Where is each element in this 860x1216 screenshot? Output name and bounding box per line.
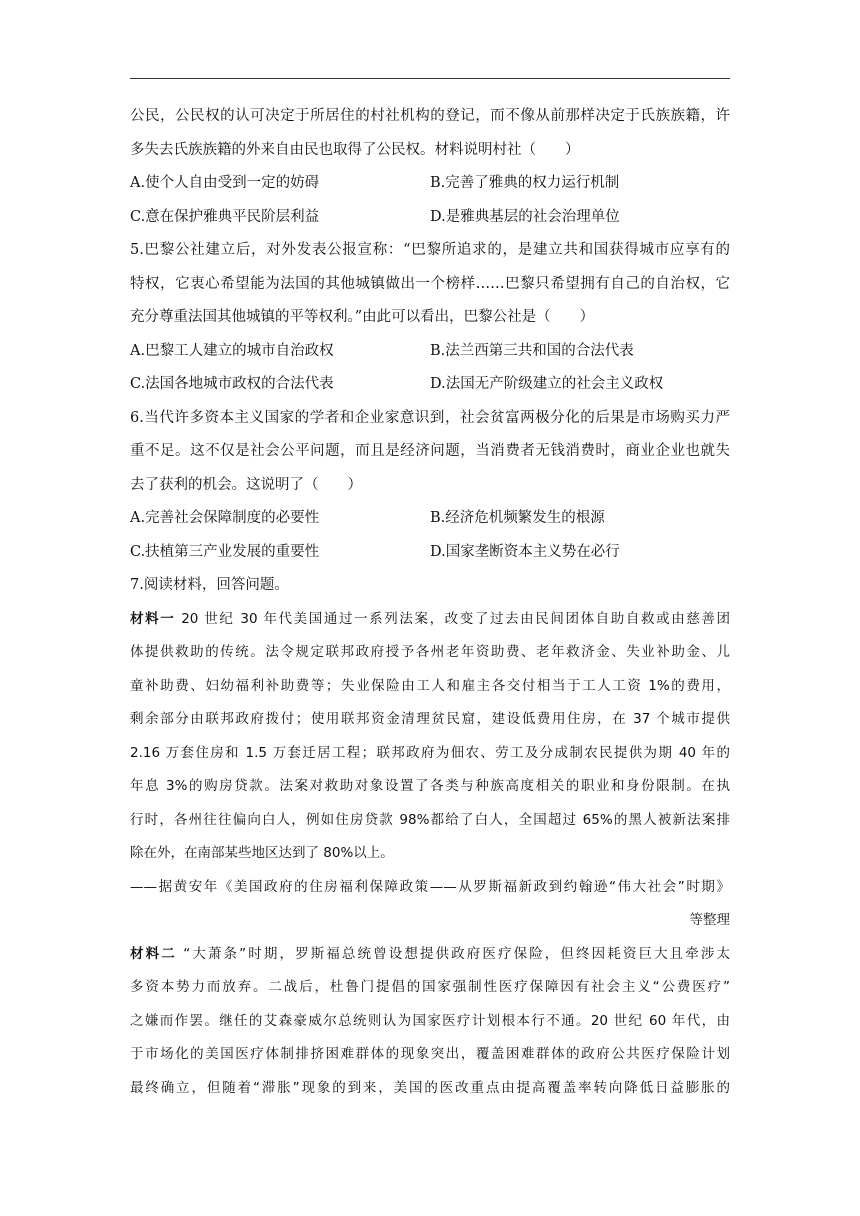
- option-a[interactable]: A.巴黎工人建立的城市自治政权: [130, 342, 334, 359]
- question-5: [130, 234, 730, 402]
- question-6-line: 6.当代许多资本主义国家的学者和企业家意识到，社会贫富两极分化的后果是市场购买力严: [130, 409, 730, 426]
- options-row: [130, 335, 730, 369]
- material-2-line: 之嫌而作罢。继任的艾森豪威尔总统则认为国家医疗计划根本行不通。20 世纪 60 年代，由: [130, 1012, 730, 1029]
- material-2-label: 材料二: [130, 945, 177, 962]
- material-2-text: “大萧条”时期，罗斯福总统曾设想提供政府医疗保险，但终因耗资巨大且牵涉太: [176, 945, 730, 962]
- options-row: [130, 201, 730, 235]
- question-7-intro: 7.阅读材料，回答问题。: [130, 577, 289, 593]
- question-6: [130, 402, 730, 570]
- option-c[interactable]: C.扶植第三产业发展的重要性: [130, 543, 320, 560]
- options-row: [130, 536, 730, 570]
- question-4-line: 公民，公民权的认可决定于所居住的村社机构的登记，而不像从前那样决定于氏族族籍，许: [130, 108, 730, 124]
- question-5-line: 充分尊重法国其他城镇的平等权利。”由此可以看出，巴黎公社是（ ）: [130, 309, 595, 325]
- option-a[interactable]: A.使个人自由受到一定的妨碍: [130, 175, 320, 191]
- option-b[interactable]: B.完善了雅典的权力运行机制: [430, 175, 620, 191]
- material-1-text: 20 世纪 30 年代美国通过一系列法案，改变了过去由民间团体自助自救或由慈善团: [175, 610, 730, 627]
- material-1-line: 体提供救助的传统。法令规定联邦政府授予各州老年资助费、老年救济金、失业补助金、儿: [130, 644, 730, 660]
- material-2-line: 于市场化的美国医疗体制排挤困难群体的现象突出，覆盖困难群体的政府公共医疗保险计划: [130, 1046, 730, 1062]
- question-6-line: 重不足。这不仅是社会公平问题，而且是经济问题，当消费者无钱消费时，商业企业也就失: [130, 443, 730, 459]
- option-c[interactable]: C.法国各地城市政权的合法代表: [130, 376, 334, 392]
- option-a[interactable]: A.完善社会保障制度的必要性: [130, 510, 320, 526]
- material-1-line: 行时，各州往往偏向白人，例如住房贷款 98%都给了白人，全国超过 65%的黑人被新法案排: [130, 811, 730, 828]
- question-4: [130, 100, 730, 234]
- material-2-first-line: [130, 938, 730, 972]
- document-body: [130, 100, 730, 1105]
- material-2-line: 多资本势力而放弃。二战后，杜鲁门提倡的国家强制性医疗保障因有社会主义“公费医疗”: [130, 979, 730, 995]
- material-1-line: 童补助费、妇幼福利补助费等；失业保险由工人和雇主各交付相当于工人工资 1%的费用，: [130, 677, 730, 694]
- question-5-line: 5.巴黎公社建立后，对外发表公报宣称：“巴黎所追求的，是建立共和国获得城市应享有的: [130, 242, 730, 258]
- material-1-source: ——据黄安年《美国政府的住房福利保障政策——从罗斯福新政到约翰逊“伟大社会”时期》: [130, 878, 730, 895]
- option-d[interactable]: D.国家垄断资本主义势在必行: [430, 543, 620, 560]
- option-c[interactable]: C.意在保护雅典平民阶层利益: [130, 208, 320, 225]
- material-1-first-line: [130, 603, 730, 637]
- material-1-label: 材料一: [130, 610, 176, 627]
- material-1-source-end: 等整理: [689, 912, 730, 928]
- options-row: [130, 368, 730, 402]
- options-row: [130, 502, 730, 536]
- header-rule: [130, 78, 730, 79]
- material-2-line: 最终确立，但随着“滞胀”现象的到来，美国的医改重点由提高覆盖率转向降低日益膨胀的: [130, 1079, 730, 1096]
- material-1: [130, 603, 730, 938]
- question-6-line: 去了获利的机会。这说明了（ ）: [130, 476, 362, 493]
- option-d[interactable]: D.法国无产阶级建立的社会主义政权: [430, 376, 664, 392]
- material-1-line: 剩余部分由联邦政府拨付；使用联邦资金清理贫民窟，建设低费用住房，在 37 个城市提供: [130, 711, 730, 727]
- material-1-line: 2.16 万套住房和 1.5 万套迁居工程；联邦政府为佃农、劳工及分成制农民提供为期 40 年的: [130, 744, 730, 761]
- option-b[interactable]: B.法兰西第三共和国的合法代表: [430, 342, 634, 359]
- material-2: [130, 938, 730, 1106]
- option-b[interactable]: B.经济危机频繁发生的根源: [430, 510, 605, 526]
- material-1-line: 年息 3%的购房贷款。法案对救助对象设置了各类与种族高度相关的职业和身份限制。在执: [130, 778, 730, 794]
- question-5-line: 特权，它衷心希望能为法国的其他城镇做出一个榜样……巴黎只希望拥有自己的自治权，它: [130, 275, 730, 292]
- options-row: [130, 167, 730, 201]
- question-7: [130, 569, 730, 1105]
- option-d[interactable]: D.是雅典基层的社会治理单位: [430, 208, 620, 225]
- question-4-line: 多失去氏族族籍的外来自由民也取得了公民权。材料说明村社（ ）: [130, 141, 580, 158]
- material-1-line: 除在外，在南部某些地区达到了 80%以上。: [130, 845, 394, 861]
